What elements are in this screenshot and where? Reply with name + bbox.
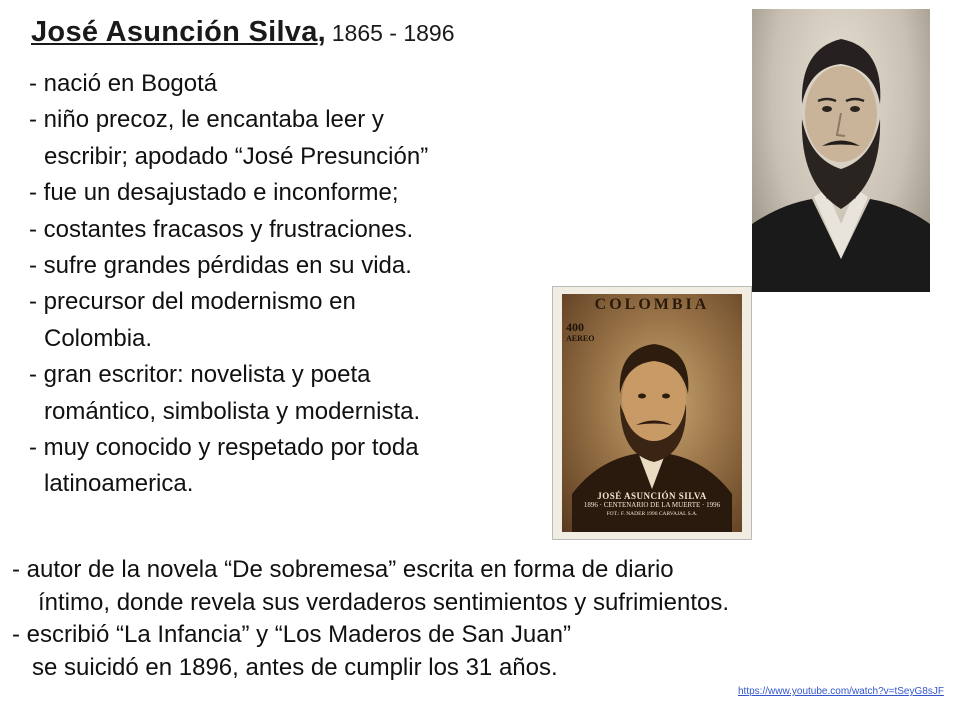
stamp-image (562, 294, 742, 532)
bullet-line: - gran escritor: novelista y poeta (29, 361, 371, 389)
bullet-line: romántico, simbolista y modernista. (44, 397, 421, 425)
biography-bullets (29, 66, 428, 503)
works-line: - escribió “La Infancia” y “Los Maderos de San Juan” (12, 621, 571, 648)
works-line: - autor de la novela “De sobremesa” escrita en forma de diario (12, 556, 674, 583)
title-line (31, 16, 455, 49)
bullet-line: latinoamerica. (44, 470, 194, 498)
bullet-line: - nació en Bogotá (29, 70, 218, 97)
postage-stamp (552, 286, 752, 540)
bullet-line: - muy conocido y respetado por toda (29, 434, 419, 462)
bullet-line: Colombia. (44, 324, 153, 352)
works-line: se suicidó en 1896, antes de cumplir los 31 años. (32, 653, 558, 681)
works-line: íntimo, donde revela sus verdaderos sentimientos y sufrimientos. (38, 588, 729, 616)
youtube-link[interactable]: https://www.youtube.com/watch?v=tSeyG8sJF (738, 686, 944, 697)
title-comma: , (317, 16, 326, 48)
stamp-caption-event: 1896 · CENTENARIO DE LA MUERTE · 1996 (583, 501, 721, 509)
life-years: 1865 - 1896 (331, 20, 455, 46)
stamp-country: COLOMBIA (594, 296, 710, 313)
stamp-caption-name: JOSÉ ASUNCIÓN SILVA (597, 491, 707, 501)
stamp-value-number: 400 (566, 320, 584, 334)
stamp-value-label: AEREO (566, 334, 595, 343)
portrait-photo (752, 9, 930, 292)
bullet-line: - sufre grandes pérdidas en su vida. (29, 252, 412, 280)
portrait-illustration (752, 9, 930, 292)
page-title: José Asunción Silva (31, 16, 318, 48)
stamp-caption-credit: FOT.: F. NADER 1996 CARVAJAL S.A. (606, 511, 698, 517)
stamp-caption (562, 492, 742, 519)
bullet-line: - fue un desajustado e inconforme; (29, 179, 399, 207)
bullet-line: escribir; apodado “José Presunción” (44, 142, 429, 170)
bullet-line: - precursor del modernismo en (29, 288, 356, 316)
bullet-line: - niño precoz, le encantaba leer y (29, 106, 384, 134)
works-section (12, 554, 729, 684)
bullet-line: - costantes fracasos y frustraciones. (29, 215, 414, 243)
